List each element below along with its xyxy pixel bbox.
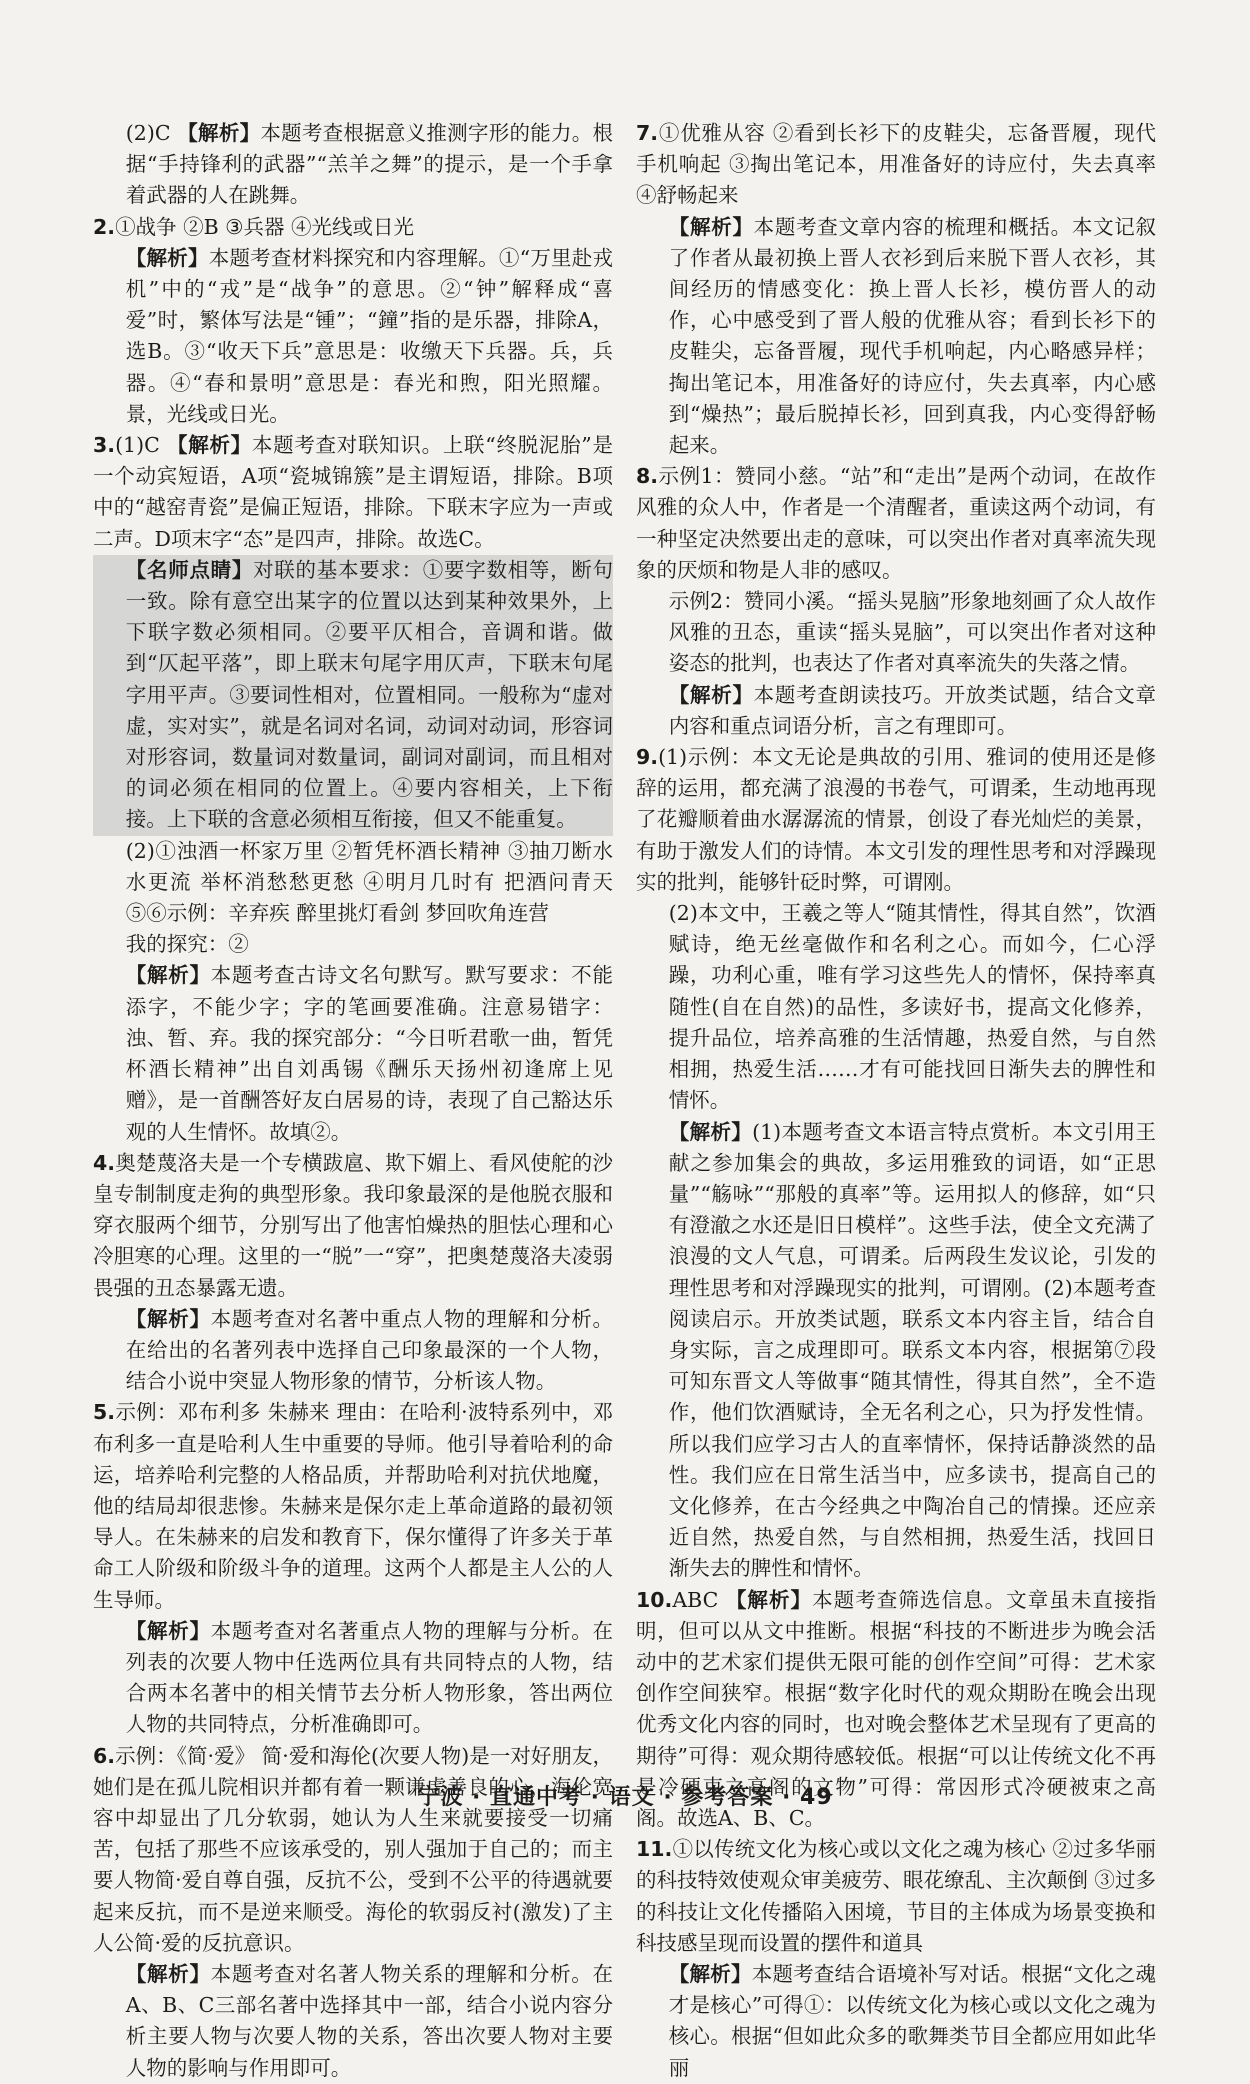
answer-paragraph bbox=[636, 1117, 1156, 1585]
question-answer bbox=[93, 1741, 613, 1959]
label-tag: 【解析】 bbox=[125, 1306, 211, 1331]
question-answer bbox=[636, 1834, 1156, 1959]
question-number: 10. bbox=[636, 1587, 673, 1612]
label-tag: 【解析】 bbox=[125, 1618, 211, 1643]
answer-text: 【解析】本题考查文章内容的梳理和概括。本文记叙了作者从最初换上晋人衣衫到后来脱下晋人衣衫，其间经历的情感变化：换上晋人长衫，模仿晋人的动作，心中感受到了晋人般的优雅从容；看到长衫下的皮鞋尖，忘备晋履，现代手机响起，内心略感异样；掏出笔记本，用准备好的诗应付，失去真率，内心感到“燥热”；最后脱掉长衫，回到真我，内心变得舒畅起来。 bbox=[668, 214, 1157, 458]
question-number: 3. bbox=[93, 433, 116, 458]
answer-text: ABC 【解析】本题考查筛选信息。文章虽未直接指明，但可以从文中推断。根据“科技的不断进步为晚会活动中的艺术家们提供无限可能的创作空间”可得：艺术家创作空间狭窄。根据“数字化时代的观众期盼在晚会出现优秀文化内容的同时，也对晚会整体艺术呈现有了更高的期待”可得：观众期待感较低。根据“可以让传统文化不再是冷硬束之高阁的文物”可得：常因形式冷硬被束之高阁。故选A、B、C。 bbox=[636, 1587, 1157, 1830]
label-tag: 【解析】 bbox=[668, 214, 754, 239]
answer-text: 示例：邓布利多 朱赫来 理由：在哈利·波特系列中，邓布利多一直是哈利人生中重要的导师。他引导着哈利的命运，培养哈利完整的人格品质，并帮助哈利对抗伏地魔，他的结局却很悲惨。朱赫来是保尔走上革命道路的最初领导人。在朱赫来的启发和教育下，保尔懂得了许多关于革命工人阶级和阶级斗争的道理。这两个人都是主人公的人生导师。 bbox=[93, 1400, 613, 1612]
answer-text: 【名师点睛】对联的基本要求：①要字数相等，断句一致。除有意空出某字的位置以达到某种效果外，上下联字数必须相同。②要平仄相合，音调和谐。做到“仄起平落”，即上联末句尾字用仄声，下联末句尾字用平声。③要词性相对，位置相同。一般称为“虚对虚，实对实”，就是名词对名词，动词对动词，形容词对形容词，数量词对数量词，副词对副词，而且相对的词必须在相同的位置上。④要内容相关，上下衔接。上下联的含意必须相互衔接，但又不能重复。 bbox=[125, 557, 614, 832]
answer-text: ①战争 ②B ③兵器 ④光线或日光 bbox=[115, 214, 415, 239]
label-tag: 【名师点睛】 bbox=[125, 557, 254, 582]
question-answer bbox=[636, 742, 1156, 898]
question-number: 4. bbox=[93, 1150, 116, 1175]
answer-text: 我的探究：② bbox=[125, 932, 249, 957]
answer-text: 【解析】本题考查对名著人物关系的理解和分析。在A、B、C三部名著中选择其中一部，结合小说内容分析主要人物与次要人物的关系，答出次要人物对主要人物的影响与作用即可。 bbox=[125, 1961, 614, 2080]
answer-text: 示例1：赞同小慈。“站”和“走出”是两个动词，在故作风雅的众人中，作者是一个清醒者，重读这两个动词，有一种坚定决然要出走的意味，可以突出作者对真率流失现象的厌烦和物是人非的感叹。 bbox=[636, 464, 1156, 582]
answer-paragraph bbox=[636, 1959, 1156, 2084]
question-answer bbox=[636, 461, 1156, 586]
question-number: 7. bbox=[636, 121, 659, 145]
answer-text: (2)本文中，王羲之等人“随其情性，得其自然”，饮酒赋诗，绝无丝毫做作和名利之心。而如今，仁心浮躁，功利心重，唯有学习这些先人的情怀，保持率真随性(自在自然)的品性，多读好书，提高文化修养，提升品位，培养高雅的生活情趣，热爱自然，与自然相拥，热爱生活……才有可能找回日渐失去的脾性和情怀。 bbox=[668, 901, 1156, 1113]
answer-text: 奥楚蔑洛夫是一个专横跋扈、欺下媚上、看风使舵的沙皇专制制度走狗的典型形象。我印象最深的是他脱衣服和穿衣服两个细节，分别写出了他害怕燥热的胆怯心理和心冷胆寒的心理。这里的一“脱”一“穿”，把奥楚蔑洛夫凌弱畏强的丑态暴露无遗。 bbox=[93, 1150, 613, 1300]
question-number: 8. bbox=[636, 464, 659, 489]
answer-paragraph bbox=[93, 929, 613, 960]
answer-text: 【解析】本题考查材料探究和内容理解。①“万里赴戎机”中的“戎”是“战争”的意思。②“钟”解释成“喜爱”时，繁体写法是“锺”；“鐘”指的是乐器，排除A，选B。③“收天下兵”意思是：收缴天下兵器。兵，兵器。④“春和景明”意思是：春光和煦，阳光照耀。景，光线或日光。 bbox=[125, 245, 614, 426]
label-tag: 【解析】 bbox=[725, 1587, 813, 1612]
answer-text: (2)C 【解析】本题考查根据意义推测字形的能力。根据“手持锋利的武器”“羔羊之舞”的提示，是一个手拿着武器的人在跳舞。 bbox=[125, 121, 613, 208]
question-answer bbox=[93, 212, 613, 243]
answer-paragraph bbox=[636, 680, 1156, 742]
answer-paragraph bbox=[93, 836, 613, 930]
answer-paragraph bbox=[93, 555, 613, 836]
answer-text: 【解析】本题考查古诗文名句默写。默写要求：不能添字，不能少字；字的笔画要准确。注意易错字：浊、暂、弃。我的探究部分：“今日听君歌一曲，暂凭杯酒长精神”出自刘禹锡《酬乐天扬州初逢席上见赠》，是一首酬答好友白居易的诗，表现了自己豁达乐观的人生情怀。故填②。 bbox=[125, 963, 614, 1144]
label-tag: 【解析】 bbox=[668, 682, 754, 707]
question-number: 2. bbox=[93, 214, 116, 239]
label-tag: 【解析】 bbox=[668, 1961, 752, 1986]
question-number: 6. bbox=[93, 1743, 116, 1768]
answer-paragraph bbox=[93, 1616, 613, 1741]
answer-text: (1)C 【解析】本题考查对联知识。上联“终脱泥胎”是一个动宾短语，A项“瓷城锦簇”是主谓短语，排除。B项中的“越窑青瓷”是偏正短语，排除。下联末字应为一声或二声。D项末字“态”是四声，排除。故选C。 bbox=[93, 433, 613, 551]
answer-text: 【解析】本题考查对名著重点人物的理解与分析。在列表的次要人物中任选两位具有共同特点的人物，结合两本名著中的相关情节去分析人物形象，答出两位人物的共同特点，分析准确即可。 bbox=[125, 1618, 614, 1737]
answer-text: ①优雅从容 ②看到长衫下的皮鞋尖，忘备晋履，现代手机响起 ③掏出笔记本，用准备好的诗应付，失去真率 ④舒畅起来 bbox=[636, 121, 1156, 208]
answer-paragraph bbox=[636, 586, 1156, 680]
answer-text: 【解析】(1)本题考查文本语言特点赏析。本文引用王献之参加集会的典故，多运用雅致的词语，如“正思量”“觞咏”“那般的真率”等。运用拟人的修辞，如“只有澄澈之水还是旧日模样”。这些手法，使全文充满了浪漫的文人气息，可谓柔。后两段生发议论，引发的理性思考和对浮躁现实的批判，可谓刚。(2)本题考查阅读启示。开放类试题，联系文本内容主旨，结合自身实际，言之成理即可。联系文本内容，根据第⑦段可知东晋文人等做事“随其情性，得其自然”，全不造作，他们饮酒赋诗，全无名利之心，只为抒发性情。所以我们应学习古人的直率情怀，保持话静淡然的品性。我们应在日常生活当中，应多读书，提高自己的文化修养，在古今经典之中陶冶自己的情操。还应亲近自然，热爱自然，与自然相拥，热爱生活，找回日渐失去的脾性和情怀。 bbox=[668, 1119, 1157, 1581]
answer-paragraph bbox=[93, 960, 613, 1147]
answer-text: 【解析】本题考查朗读技巧。开放类试题，结合文章内容和重点词语分析，言之有理即可。 bbox=[668, 682, 1157, 738]
label-tag: 【解析】 bbox=[125, 245, 209, 270]
label-tag: 【解析】 bbox=[177, 121, 261, 145]
question-answer bbox=[93, 1148, 613, 1304]
question-number: 5. bbox=[93, 1400, 116, 1425]
answer-text: 【解析】本题考查对名著中重点人物的理解和分析。在给出的名著列表中选择自己印象最深的一个人物，结合小说中突显人物形象的情节，分析该人物。 bbox=[125, 1306, 614, 1394]
label-tag: 【解析】 bbox=[167, 433, 252, 458]
answer-text: (1)示例：本文无论是典故的引用、雅词的使用还是修辞的运用，都充满了浪漫的书卷气，可谓柔，生动地再现了花瓣顺着曲水潺潺流的情景，创设了春光灿烂的美景，有助于激发人们的诗情。本文引发的理性思考和对浮躁现实的批判，能够针砭时弊，可谓刚。 bbox=[636, 745, 1156, 894]
label-tag: 【解析】 bbox=[125, 1961, 211, 1986]
question-answer bbox=[93, 1397, 613, 1615]
question-number: 11. bbox=[636, 1837, 673, 1862]
answer-text: 示例：《简·爱》 简·爱和海伦(次要人物)是一对好朋友，她们是在孤儿院相识并都有着一颗谦虚善良的心，海伦宽容中却显出了几分软弱，她认为人生来就要接受一切痛苦，包括了那些不应该承受的，别人强加于自己的；而主要人物简·爱自尊自强，反抗不公，受到不公平的待遇就要起来反抗，而不是逆来顺受。海伦的软弱反衬(激发)了主人公简·爱的反抗意识。 bbox=[93, 1743, 613, 1955]
answer-paragraph bbox=[93, 1959, 613, 2084]
label-tag: 【解析】 bbox=[125, 963, 211, 988]
answer-text: 示例2：赞同小溪。“摇头晃脑”形象地刻画了众人故作风雅的丑态，重读“摇头晃脑”，可以突出作者对这种姿态的批判，也表达了作者对真率流失的失落之情。 bbox=[668, 589, 1156, 676]
question-number: 9. bbox=[636, 745, 659, 770]
answer-text: 【解析】本题考查结合语境补写对话。根据“文化之魂才是核心”可得①：以传统文化为核心或以文化之魂为核心。根据“但如此众多的歌舞类节目全都应用如此华丽 bbox=[668, 1961, 1157, 2080]
answer-paragraph bbox=[93, 243, 613, 430]
page-footer: 宁波 · 直通中考 · 语文 · 参考答案 · 49 bbox=[417, 1785, 833, 1810]
answer-paragraph bbox=[93, 118, 613, 212]
label-tag: 【解析】 bbox=[668, 1119, 753, 1144]
answer-text: ①以传统文化为核心或以文化之魂为核心 ②过多华丽的科技特效使观众审美疲劳、眼花缭乱、主次颠倒 ③过多的科技让文化传播陷入困境，节目的主体成为场景变换和科技感呈现而设置的摆件和道具 bbox=[636, 1837, 1156, 1955]
question-answer bbox=[636, 118, 1156, 212]
answer-paragraph bbox=[636, 898, 1156, 1116]
answer-text: (2)①浊酒一杯家万里 ②暂凭杯酒长精神 ③抽刀断水水更流 举杯消愁愁更愁 ④明月几时有 把酒问青天 ⑤⑥示例：辛弃疾 醉里挑灯看剑 梦回吹角连营 bbox=[125, 838, 613, 926]
answer-paragraph bbox=[636, 212, 1156, 462]
question-answer bbox=[93, 430, 613, 555]
answer-paragraph bbox=[93, 1304, 613, 1398]
